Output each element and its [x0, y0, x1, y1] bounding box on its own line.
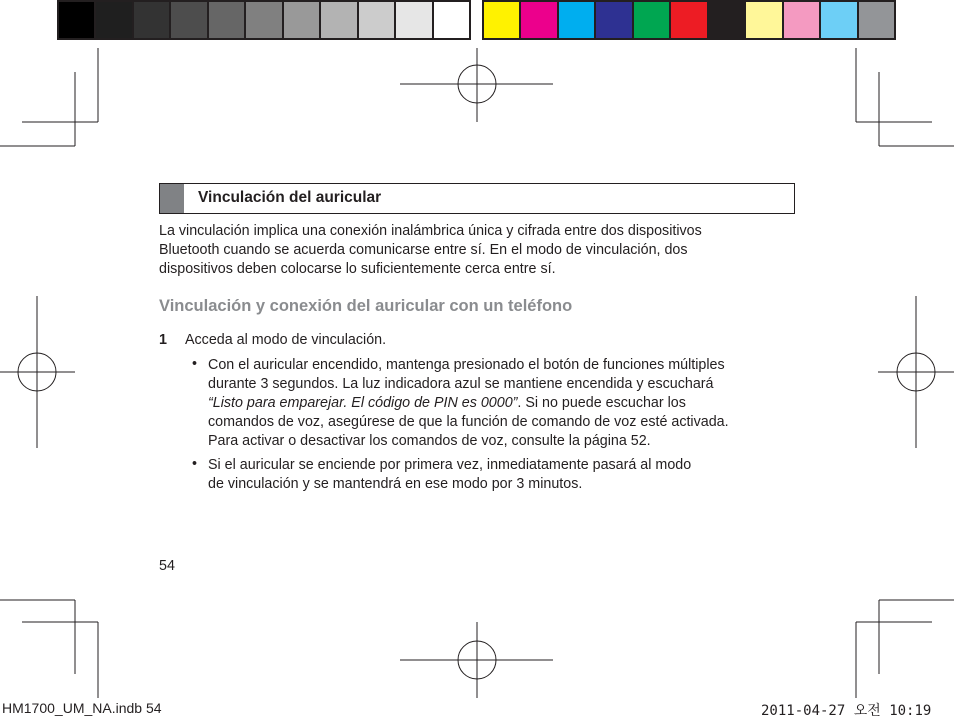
- section-header: [159, 183, 795, 214]
- voice-prompt-quote: “Listo para emparejar. El código de PIN es 0000”: [208, 395, 518, 411]
- bullet-line: durante 3 segundos. La luz indicadora azul se mantiene encendida y escuchará: [208, 376, 714, 392]
- bullet-marker: •: [192, 356, 198, 372]
- intro-line: Bluetooth cuando se acuerda comunicarse entre sí. En el modo de vinculación, dos: [159, 242, 688, 258]
- bullet-line: comandos de voz, asegúrese de que la función de comando de voz esté activada.: [208, 414, 729, 430]
- intro-line: dispositivos deben colocarse lo suficientemente cerca entre sí.: [159, 261, 556, 277]
- bullet-marker: •: [192, 456, 198, 472]
- section-header-tab: [160, 184, 184, 213]
- page-number: 54: [159, 558, 175, 574]
- intro-paragraph: [159, 222, 702, 279]
- footer-file-info: HM1700_UM_NA.indb 54: [2, 700, 162, 716]
- bullet-line: Si el auricular se enciende por primera vez, inmediatamente pasará al modo: [208, 457, 692, 473]
- step-number: 1: [159, 332, 167, 348]
- intro-line: La vinculación implica una conexión inalámbrica única y cifrada entre dos dispositivos: [159, 223, 702, 239]
- bullet-line: Con el auricular encendido, mantenga presionado el botón de funciones múltiples: [208, 357, 725, 373]
- bullet-item-1: [208, 356, 729, 451]
- bullet-line: de vinculación y se mantendrá en ese modo por 3 minutos.: [208, 476, 583, 492]
- bullet-line-rest: . Si no puede escuchar los: [517, 395, 686, 411]
- bullet-line: [208, 394, 729, 413]
- section-title: Vinculación del auricular: [198, 189, 382, 206]
- step-text: Acceda al modo de vinculación.: [185, 332, 387, 348]
- bullet-item-2: [208, 456, 691, 494]
- subheading: Vinculación y conexión del auricular con un teléfono: [159, 297, 573, 315]
- bullet-line: Para activar o desactivar los comandos de voz, consulte la página 52.: [208, 433, 651, 449]
- footer-timestamp: 2011-04-27 오전 10:19: [761, 703, 932, 719]
